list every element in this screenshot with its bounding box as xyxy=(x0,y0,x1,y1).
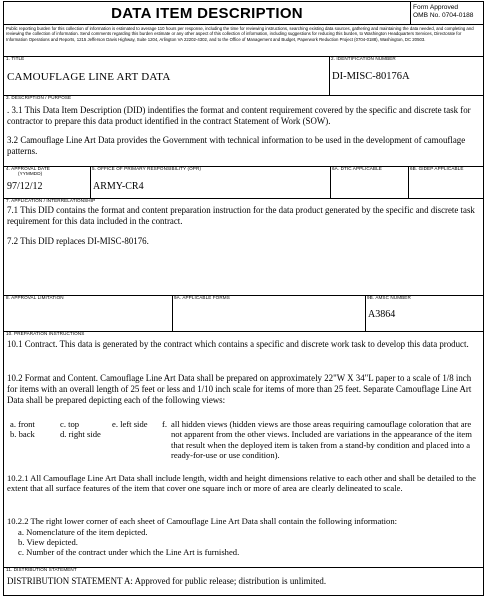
opr-label: 5. OFFICE OF PRIMARY RESPONSIBILITY (OPR) xyxy=(92,166,202,171)
opr-value: ARMY-CR4 xyxy=(93,181,144,192)
preparation-paragraph-10-2-2: 10.2.2 The right lower corner of each sheet of Camouflage Line Art Data shall contain the following information: xyxy=(7,516,398,526)
form-title: DATA ITEM DESCRIPTION xyxy=(111,5,303,22)
approval-date-label: 4. APPROVAL DATE xyxy=(6,166,50,171)
block-distribution-statement xyxy=(4,567,483,595)
identification-number-value: DI-MISC-80176A xyxy=(332,71,410,82)
view-hidden-views: all hidden views (hidden views are those areas requiring camouflage coloration that are not apparent from the other views. Included are variations in the appearance of the item that result when the deployed item is taken from a stand-by condition and placed into a ready-for-use or use condition). xyxy=(171,419,472,461)
applicable-forms-label: 9A. APPLICABLE FORMS xyxy=(174,295,230,300)
title-label: 1. TITLE xyxy=(6,56,25,61)
view-right-side: d. right side xyxy=(60,429,101,439)
title-value: CAMOUFLAGE LINE ART DATA xyxy=(7,71,171,83)
distribution-statement-label: 11. DISTRIBUTION STATEMENT xyxy=(6,567,77,572)
preparation-paragraph-10-1: 10.1 Contract. This data is generated by the contract which contains a specific and discrete work task to develop this data product. xyxy=(7,339,469,349)
gidep-applicable-label: 6B. GIDEP APPLICABLE xyxy=(410,166,464,171)
distribution-statement-value: DISTRIBUTION STATEMENT A: Approved for public release; distribution is unlimited. xyxy=(7,576,327,586)
description-paragraph-3-2: 3.2 Camouflage Line Art Data provides the Government with technical information to be used in the development of camouflage patterns. xyxy=(7,135,466,157)
block-description-purpose xyxy=(4,95,483,166)
block-applicable-forms xyxy=(172,295,365,331)
application-paragraph-7-2: 7.2 This DID replaces DI-MISC-80176. xyxy=(7,236,149,246)
approval-limitation-label: 8. APPROVAL LIMITATION xyxy=(6,295,64,300)
description-paragraph-3-1: . 3.1 This Data Item Description (DID) indentifies the format and content requirement covered by the specific and discrete task for contractor to prepare this data product identified in the contract Statement of Work (SOW). xyxy=(7,105,471,127)
preparation-paragraph-10-2: 10.2 Format and Content. Camouflage Line Art Data shall be prepared on approximately 22"W X 34"L paper to a scale of 1/8 inch for items with an overall length of 25 feet or less and 1/10 inch scale for items of more than 25 feet. Separate Camouflage Line Art Data shall be prepared depicting each of the following views: xyxy=(7,373,472,406)
view-hidden-marker: f. xyxy=(162,419,168,429)
approval-date-sublabel: (YYMMDD) xyxy=(18,171,43,176)
view-top: c. top xyxy=(60,419,80,429)
preparation-paragraph-10-2-1: 10.2.1 All Camouflage Line Art Data shall include length, width and height dimensions relative to each other and shall be detailed to the extent that all surface features of the item that cover one square inch or more of area are clearly delineated to scale. xyxy=(7,473,476,494)
header-rule xyxy=(4,24,483,25)
identification-number-label: 2. IDENTIFICATION NUMBER xyxy=(331,56,396,61)
view-back: b. back xyxy=(10,429,35,439)
block-opr xyxy=(90,166,330,198)
block-approval-limitation xyxy=(4,295,172,331)
preparation-instructions-label: 10. PREPARATION INSTRUCTIONS xyxy=(6,331,85,336)
burden-statement: Public reporting burden for this collection of information is estimated to average 110 hours per response, including the time for reviewing instructions, searching existing data sources, gathering and maintaining the data needed, and completing and reviewing the collection of information. Send comments regarding this burden estimate or any other aspect of this collection of information, including suggestions for reducing this burden, to Washington Headquarters Services, Directorate for Information Operations and Reports, 1215 Jefferson Davis Highway, Suite 1204, Arlington VA 22202-4302, and to the Office of Management and Budget, Paperwork Reduction Project (0704-0188), Washington, DC 20503. xyxy=(6,26,474,42)
block-dtic-applicable xyxy=(330,166,408,198)
header-divider xyxy=(410,2,411,24)
list-item-contract-number: c. Number of the contract under which the Line Art is furnished. xyxy=(18,547,240,557)
omb-approval xyxy=(413,4,473,20)
amsc-number-label: 9B. AMSC NUMBER xyxy=(367,295,411,300)
data-item-description-form xyxy=(3,1,484,596)
block-amsc-number xyxy=(365,295,483,331)
block-preparation-instructions xyxy=(4,331,483,567)
view-front: a. front xyxy=(10,419,35,429)
view-left-side: e. left side xyxy=(112,419,148,429)
approval-date-value: 97/12/12 xyxy=(7,181,43,192)
block-identification-number xyxy=(329,56,483,95)
block-application-interrelationship xyxy=(4,198,483,295)
amsc-number-value: A3864 xyxy=(368,309,396,320)
block-title xyxy=(4,56,329,95)
application-label: 7. APPLICATION / INTERRELATIONSHIP xyxy=(6,198,96,203)
description-purpose-label: 3. DESCRIPTION / PURPOSE xyxy=(6,95,72,100)
application-paragraph-7-1: 7.1 This DID contains the format and content preparation instruction for the data product generated by the specific and discrete task requirement for this data included in the contract. xyxy=(7,205,475,227)
dtic-applicable-label: 6A. DTIC APPLICABLE xyxy=(332,166,382,171)
block-gidep-applicable xyxy=(408,166,483,198)
list-item-nomenclature: a. Nomenclature of the item depicted. xyxy=(18,527,148,537)
list-item-view-depicted: b. View depicted. xyxy=(18,537,78,547)
block-approval-date xyxy=(4,166,90,198)
omb-form-approved: Form Approved xyxy=(413,4,459,11)
omb-number: OMB No. 0704-0188 xyxy=(413,12,474,19)
